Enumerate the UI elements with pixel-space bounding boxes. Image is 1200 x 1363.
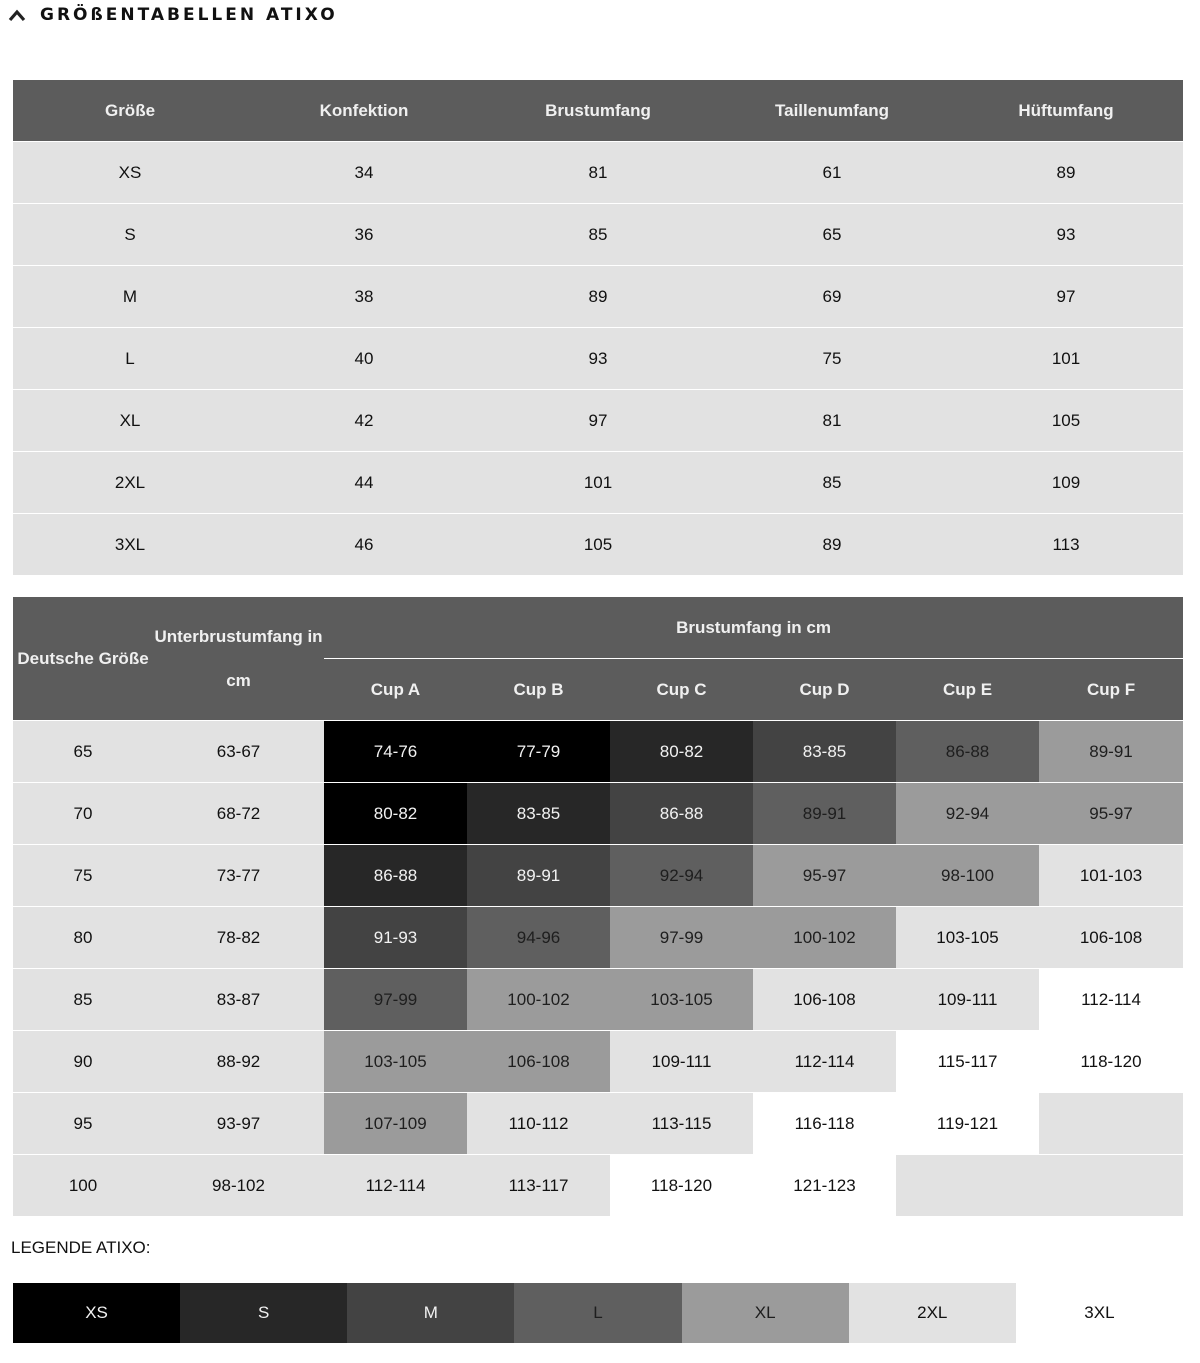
header-cup: Cup D (753, 658, 896, 720)
table-cell: 65 (715, 203, 949, 265)
bust-cell: 110-112 (467, 1092, 610, 1154)
bust-cell: 100-102 (467, 968, 610, 1030)
size-table-header (13, 80, 1183, 141)
table-cell: 61 (715, 141, 949, 203)
table-row (13, 968, 1183, 1030)
table-cell: 40 (247, 327, 481, 389)
table-cell: 3XL (13, 513, 247, 575)
table-row (13, 906, 1183, 968)
table-cell: S (13, 203, 247, 265)
bust-cell: 74-76 (324, 720, 467, 782)
underbust-cell: 83-87 (153, 968, 324, 1030)
table-cell: L (13, 327, 247, 389)
legend-item: M (347, 1283, 514, 1343)
header-bust-group: Brustumfang in cm (324, 597, 1183, 658)
bust-cell: 89-91 (753, 782, 896, 844)
table-row (13, 141, 1183, 203)
header-cup: Cup A (324, 658, 467, 720)
legend-item: 3XL (1016, 1283, 1183, 1343)
german-size-cell: 80 (13, 906, 153, 968)
bust-cell: 107-109 (324, 1092, 467, 1154)
german-size-cell: 75 (13, 844, 153, 906)
size-table-header-cell: Konfektion (247, 80, 481, 141)
cup-size-table (13, 597, 1183, 1216)
table-cell: 44 (247, 451, 481, 513)
table-cell: M (13, 265, 247, 327)
table-cell: 101 (949, 327, 1183, 389)
bust-cell: 103-105 (324, 1030, 467, 1092)
table-cell: 85 (481, 203, 715, 265)
legend-item: S (180, 1283, 347, 1343)
bust-cell: 86-88 (610, 782, 753, 844)
bust-cell: 92-94 (610, 844, 753, 906)
table-cell: 2XL (13, 451, 247, 513)
underbust-cell: 88-92 (153, 1030, 324, 1092)
size-table-header-cell: Hüftumfang (949, 80, 1183, 141)
table-row (13, 1030, 1183, 1092)
underbust-cell: 68-72 (153, 782, 324, 844)
table-row (13, 203, 1183, 265)
bust-cell: 103-105 (896, 906, 1039, 968)
accordion-toggle[interactable] (8, 2, 338, 28)
table-row (13, 451, 1183, 513)
table-cell: 105 (949, 389, 1183, 451)
german-size-cell: 95 (13, 1092, 153, 1154)
underbust-cell: 63-67 (153, 720, 324, 782)
table-cell: 89 (949, 141, 1183, 203)
german-size-cell: 90 (13, 1030, 153, 1092)
table-cell: 34 (247, 141, 481, 203)
table-cell: XL (13, 389, 247, 451)
bust-cell: 83-85 (753, 720, 896, 782)
table-cell: 97 (481, 389, 715, 451)
bust-cell: 80-82 (324, 782, 467, 844)
table-cell: 93 (481, 327, 715, 389)
table-cell: 85 (715, 451, 949, 513)
bust-cell: 119-121 (896, 1092, 1039, 1154)
bust-cell: 106-108 (753, 968, 896, 1030)
bust-cell: 97-99 (610, 906, 753, 968)
bust-cell: 112-114 (753, 1030, 896, 1092)
bust-cell: 86-88 (896, 720, 1039, 782)
table-cell: 81 (715, 389, 949, 451)
table-row (13, 513, 1183, 575)
bust-cell: 112-114 (324, 1154, 467, 1216)
table-row (13, 1092, 1183, 1154)
bust-cell (1039, 1154, 1183, 1216)
legend-item: XS (13, 1283, 180, 1343)
table-cell: 81 (481, 141, 715, 203)
bust-cell: 106-108 (467, 1030, 610, 1092)
legend-item: L (514, 1283, 681, 1343)
bust-cell: 115-117 (896, 1030, 1039, 1092)
header-cup: Cup E (896, 658, 1039, 720)
header-cup: Cup B (467, 658, 610, 720)
bust-cell (896, 1154, 1039, 1216)
legend-bar (13, 1283, 1183, 1343)
table-cell: 42 (247, 389, 481, 451)
german-size-cell: 85 (13, 968, 153, 1030)
bust-cell: 121-123 (753, 1154, 896, 1216)
bust-cell: 109-111 (610, 1030, 753, 1092)
table-cell: 69 (715, 265, 949, 327)
table-cell: 75 (715, 327, 949, 389)
table-cell: 93 (949, 203, 1183, 265)
german-size-cell: 70 (13, 782, 153, 844)
bust-cell: 92-94 (896, 782, 1039, 844)
legend-item: 2XL (849, 1283, 1016, 1343)
table-cell: 105 (481, 513, 715, 575)
bust-cell: 118-120 (610, 1154, 753, 1216)
bust-cell: 118-120 (1039, 1030, 1183, 1092)
bust-cell: 94-96 (467, 906, 610, 968)
header-german-size: Deutsche Größe (13, 597, 153, 720)
bust-cell: 109-111 (896, 968, 1039, 1030)
table-row (13, 720, 1183, 782)
chevron-up-icon (8, 8, 26, 22)
underbust-cell: 93-97 (153, 1092, 324, 1154)
table-cell: 38 (247, 265, 481, 327)
bust-cell: 97-99 (324, 968, 467, 1030)
bust-cell: 89-91 (467, 844, 610, 906)
table-cell: 109 (949, 451, 1183, 513)
german-size-cell: 65 (13, 720, 153, 782)
bust-cell: 100-102 (753, 906, 896, 968)
bust-cell (1039, 1092, 1183, 1154)
bust-cell: 103-105 (610, 968, 753, 1030)
bust-cell: 86-88 (324, 844, 467, 906)
size-table-header-cell: Taillenumfang (715, 80, 949, 141)
bust-cell: 113-117 (467, 1154, 610, 1216)
size-table-header-cell: Größe (13, 80, 247, 141)
table-row (13, 782, 1183, 844)
table-cell: 89 (481, 265, 715, 327)
table-cell: 101 (481, 451, 715, 513)
table-cell: 113 (949, 513, 1183, 575)
table-row (13, 1154, 1183, 1216)
table-cell: XS (13, 141, 247, 203)
legend-item: XL (682, 1283, 849, 1343)
legend-title: LEGENDE ATIXO: (11, 1238, 151, 1257)
underbust-cell: 98-102 (153, 1154, 324, 1216)
table-row (13, 844, 1183, 906)
bust-cell: 91-93 (324, 906, 467, 968)
header-cup: Cup F (1039, 658, 1183, 720)
accordion-title: GRÖßENTABELLEN ATIXO (40, 5, 338, 25)
size-table-header-cell: Brustumfang (481, 80, 715, 141)
table-row (13, 327, 1183, 389)
underbust-cell: 73-77 (153, 844, 324, 906)
cup-table-header (13, 597, 1183, 658)
table-cell: 46 (247, 513, 481, 575)
german-size-cell: 100 (13, 1154, 153, 1216)
bust-cell: 89-91 (1039, 720, 1183, 782)
bust-cell: 113-115 (610, 1092, 753, 1154)
table-row (13, 265, 1183, 327)
bust-cell: 95-97 (1039, 782, 1183, 844)
bust-cell: 95-97 (753, 844, 896, 906)
size-table (13, 80, 1183, 575)
table-cell: 97 (949, 265, 1183, 327)
underbust-cell: 78-82 (153, 906, 324, 968)
bust-cell: 101-103 (1039, 844, 1183, 906)
bust-cell: 83-85 (467, 782, 610, 844)
header-underbust: Unterbrustumfang in cm (153, 597, 324, 720)
bust-cell: 80-82 (610, 720, 753, 782)
bust-cell: 112-114 (1039, 968, 1183, 1030)
table-cell: 89 (715, 513, 949, 575)
bust-cell: 77-79 (467, 720, 610, 782)
table-row (13, 389, 1183, 451)
bust-cell: 116-118 (753, 1092, 896, 1154)
bust-cell: 106-108 (1039, 906, 1183, 968)
bust-cell: 98-100 (896, 844, 1039, 906)
header-cup: Cup C (610, 658, 753, 720)
table-cell: 36 (247, 203, 481, 265)
